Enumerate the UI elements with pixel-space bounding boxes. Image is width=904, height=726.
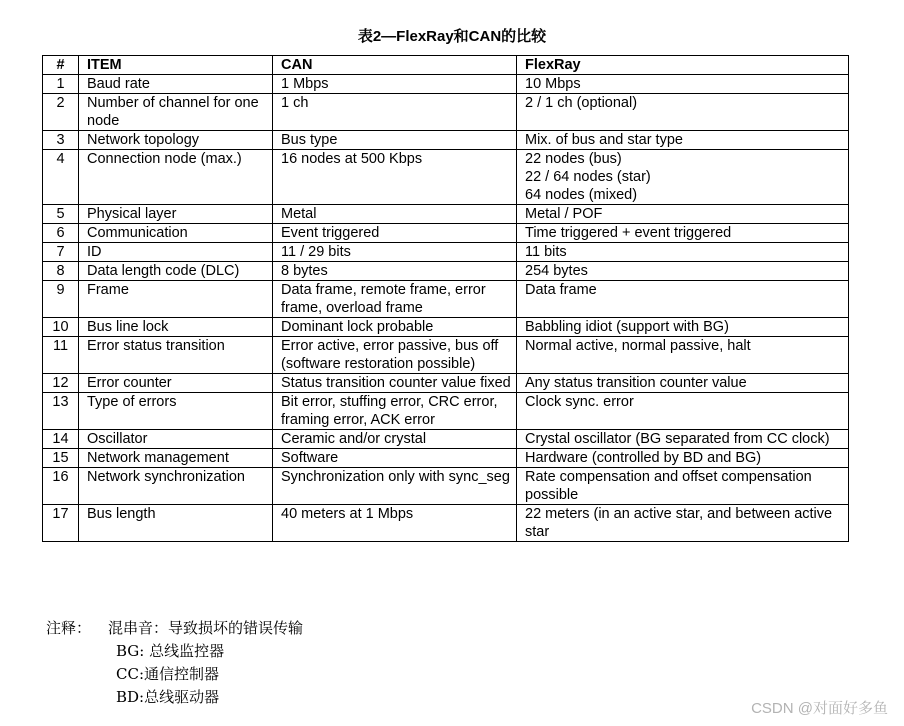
- can-cell: Error active, error passive, bus off (software restoration possible): [273, 337, 517, 374]
- flexray-cell: 22 nodes (bus) 22 / 64 nodes (star) 64 nodes (mixed): [517, 150, 849, 205]
- table-row: [43, 505, 849, 542]
- item-cell: Number of channel for one node: [79, 94, 273, 131]
- table-row: [43, 94, 849, 131]
- can-cell: Event triggered: [273, 224, 517, 243]
- can-cell: Metal: [273, 205, 517, 224]
- notes-section: [46, 617, 303, 709]
- can-cell: 1 Mbps: [273, 75, 517, 94]
- row-number: 12: [43, 374, 79, 393]
- row-number: 10: [43, 318, 79, 337]
- item-cell: Communication: [79, 224, 273, 243]
- flexray-cell: Time triggered + event triggered: [517, 224, 849, 243]
- table-row: [43, 281, 849, 318]
- flexray-cell: Babbling idiot (support with BG): [517, 318, 849, 337]
- note-cc: CC:通信控制器: [116, 665, 220, 683]
- column-header-num: #: [43, 56, 79, 75]
- can-cell: 16 nodes at 500 Kbps: [273, 150, 517, 205]
- can-cell: 1 ch: [273, 94, 517, 131]
- row-number: 2: [43, 94, 79, 131]
- table-row: [43, 131, 849, 150]
- item-cell: Physical layer: [79, 205, 273, 224]
- can-cell: Dominant lock probable: [273, 318, 517, 337]
- table-row: [43, 75, 849, 94]
- row-number: 7: [43, 243, 79, 262]
- note-text: 混串音：导致损坏的错误传输: [108, 619, 304, 637]
- item-cell: Type of errors: [79, 393, 273, 430]
- row-number: 5: [43, 205, 79, 224]
- can-cell: Software: [273, 449, 517, 468]
- flexray-cell: Mix. of bus and star type: [517, 131, 849, 150]
- note-bd: BD:总线驱动器: [116, 688, 220, 706]
- table-row: [43, 205, 849, 224]
- can-cell: Status transition counter value fixed: [273, 374, 517, 393]
- note-label: 注释：: [46, 619, 92, 637]
- can-cell: Ceramic and/or crystal: [273, 430, 517, 449]
- item-cell: ID: [79, 243, 273, 262]
- item-cell: Data length code (DLC): [79, 262, 273, 281]
- table-row: [43, 393, 849, 430]
- row-number: 4: [43, 150, 79, 205]
- can-cell: Bit error, stuffing error, CRC error, framing error, ACK error: [273, 393, 517, 430]
- flexray-cell: Any status transition counter value: [517, 374, 849, 393]
- row-number: 1: [43, 75, 79, 94]
- row-number: 16: [43, 468, 79, 505]
- column-header-can: CAN: [273, 56, 517, 75]
- flexray-cell: Normal active, normal passive, halt: [517, 337, 849, 374]
- row-number: 6: [43, 224, 79, 243]
- table-row: [43, 430, 849, 449]
- flexray-cell: 10 Mbps: [517, 75, 849, 94]
- item-cell: Bus length: [79, 505, 273, 542]
- can-cell: 40 meters at 1 Mbps: [273, 505, 517, 542]
- row-number: 14: [43, 430, 79, 449]
- row-number: 11: [43, 337, 79, 374]
- flexray-cell: 2 / 1 ch (optional): [517, 94, 849, 131]
- flexray-cell: Rate compensation and offset compensation possible: [517, 468, 849, 505]
- column-header-item: ITEM: [79, 56, 273, 75]
- table-header-row: [43, 56, 849, 75]
- flexray-cell: Crystal oscillator (BG separated from CC clock): [517, 430, 849, 449]
- item-cell: Baud rate: [79, 75, 273, 94]
- table-row: [43, 224, 849, 243]
- table-row: [43, 318, 849, 337]
- table-row: [43, 449, 849, 468]
- table-body: [43, 75, 849, 542]
- flexray-cell: Metal / POF: [517, 205, 849, 224]
- row-number: 13: [43, 393, 79, 430]
- item-cell: Network synchronization: [79, 468, 273, 505]
- table-row: [43, 337, 849, 374]
- can-cell: Synchronization only with sync_seg: [273, 468, 517, 505]
- watermark: CSDN @对面好多鱼: [751, 700, 888, 717]
- flexray-cell: Clock sync. error: [517, 393, 849, 430]
- comparison-table: [42, 55, 849, 542]
- item-cell: Bus line lock: [79, 318, 273, 337]
- note-bg: BG: 总线监控器: [116, 642, 225, 660]
- can-cell: 8 bytes: [273, 262, 517, 281]
- item-cell: Connection node (max.): [79, 150, 273, 205]
- flexray-cell: Data frame: [517, 281, 849, 318]
- item-cell: Error status transition: [79, 337, 273, 374]
- flexray-cell: 254 bytes: [517, 262, 849, 281]
- column-header-flexray: FlexRay: [517, 56, 849, 75]
- flexray-cell: 22 meters (in an active star, and between active star: [517, 505, 849, 542]
- table-title: 表2—FlexRay和CAN的比较: [357, 28, 547, 45]
- table-row: [43, 243, 849, 262]
- item-cell: Oscillator: [79, 430, 273, 449]
- row-number: 15: [43, 449, 79, 468]
- flexray-cell: 11 bits: [517, 243, 849, 262]
- table-row: [43, 262, 849, 281]
- can-cell: Data frame, remote frame, error frame, overload frame: [273, 281, 517, 318]
- flexray-cell: Hardware (controlled by BD and BG): [517, 449, 849, 468]
- item-cell: Network management: [79, 449, 273, 468]
- item-cell: Error counter: [79, 374, 273, 393]
- item-cell: Network topology: [79, 131, 273, 150]
- row-number: 3: [43, 131, 79, 150]
- table-row: [43, 468, 849, 505]
- row-number: 8: [43, 262, 79, 281]
- table-row: [43, 374, 849, 393]
- can-cell: Bus type: [273, 131, 517, 150]
- item-cell: Frame: [79, 281, 273, 318]
- table-row: [43, 150, 849, 205]
- can-cell: 11 / 29 bits: [273, 243, 517, 262]
- row-number: 9: [43, 281, 79, 318]
- row-number: 17: [43, 505, 79, 542]
- note-first-line: [46, 617, 303, 640]
